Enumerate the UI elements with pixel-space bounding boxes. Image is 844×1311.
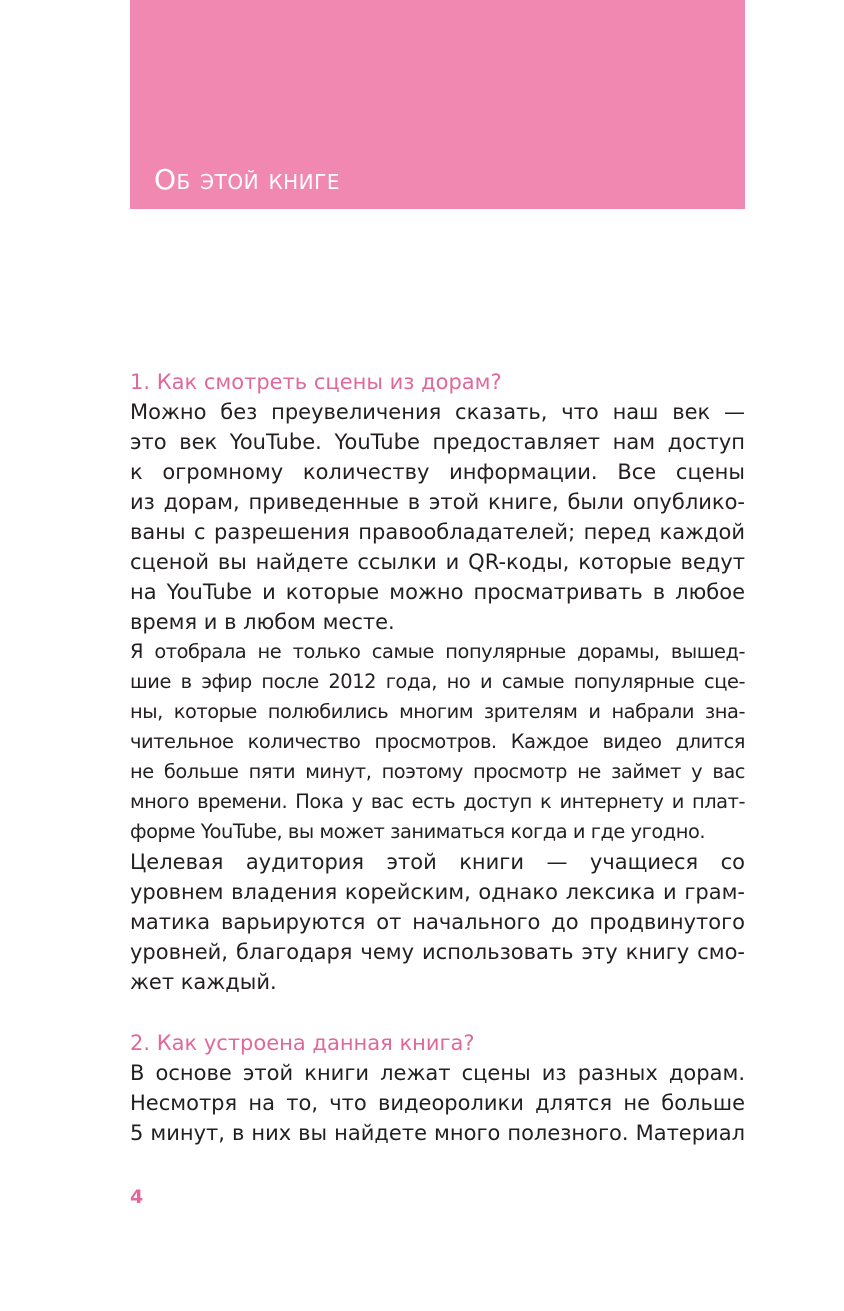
text-line: матика варьируются от начального до продвинутого bbox=[130, 910, 745, 934]
text-line: форме YouTube, вы может заниматься когда и где угодно. bbox=[130, 820, 706, 843]
text-line: сценой вы найдете ссылки и QR-коды, которые ведут bbox=[130, 550, 745, 574]
text-line: В основе этой книги лежат сцены из разных дорам. bbox=[130, 1061, 745, 1085]
text-line: это век YouTube. YouTube предоставляет нам доступ bbox=[130, 430, 745, 454]
page-body bbox=[130, 367, 745, 1148]
page-number: 4 bbox=[130, 1186, 144, 1208]
text-line: жет каждый. bbox=[130, 970, 277, 994]
text-line: Несмотря на то, что видеоролики длятся не больше bbox=[130, 1091, 745, 1115]
text-line: Целевая аудитория этой книги — учащиеся со bbox=[130, 850, 745, 874]
section-2-text bbox=[130, 1058, 745, 1148]
text-line: Я отобрала не только самые популярные дорамы, вышед- bbox=[130, 640, 745, 663]
text-line: много времени. Пока у вас есть доступ к интернету и плат- bbox=[130, 790, 745, 813]
text-line: ны, которые полюбились многим зрителям и набрали зна- bbox=[130, 700, 745, 723]
text-line: время и в любом месте. bbox=[130, 610, 395, 634]
text-line: уровней, благодаря чему использовать эту книгу смо- bbox=[130, 940, 745, 964]
chapter-title: Об этой книге bbox=[154, 163, 340, 196]
chapter-header-band bbox=[130, 0, 745, 209]
text-line: Можно без преувеличения сказать, что наш век — bbox=[130, 400, 745, 424]
text-line: не больше пяти минут, поэтому просмотр не займет у вас bbox=[130, 760, 745, 783]
text-line: ваны с разрешения правообладателей; перед каждой bbox=[130, 520, 745, 544]
text-line: чительное количество просмотров. Каждое видео длится bbox=[130, 730, 745, 753]
section-heading-1: 1. Как смотреть сцены из дорам? bbox=[130, 370, 502, 394]
section-1-text bbox=[130, 397, 745, 997]
section-heading-2: 2. Как устроена данная книга? bbox=[130, 1031, 475, 1055]
text-line: из дорам, приведенные в этой книге, были опублико- bbox=[130, 490, 745, 514]
text-line: на YouTube и которые можно просматривать в любое bbox=[130, 580, 745, 604]
text-line: 5 минут, в них вы найдете много полезного. Материал bbox=[130, 1121, 745, 1145]
text-line: шие в эфир после 2012 года, но и самые популярные сце- bbox=[130, 670, 745, 693]
text-line: уровнем владения корейским, однако лексика и грам- bbox=[130, 880, 745, 904]
section-spacer bbox=[130, 997, 745, 1028]
text-line: к огромному количеству информации. Все сцены bbox=[130, 460, 745, 484]
